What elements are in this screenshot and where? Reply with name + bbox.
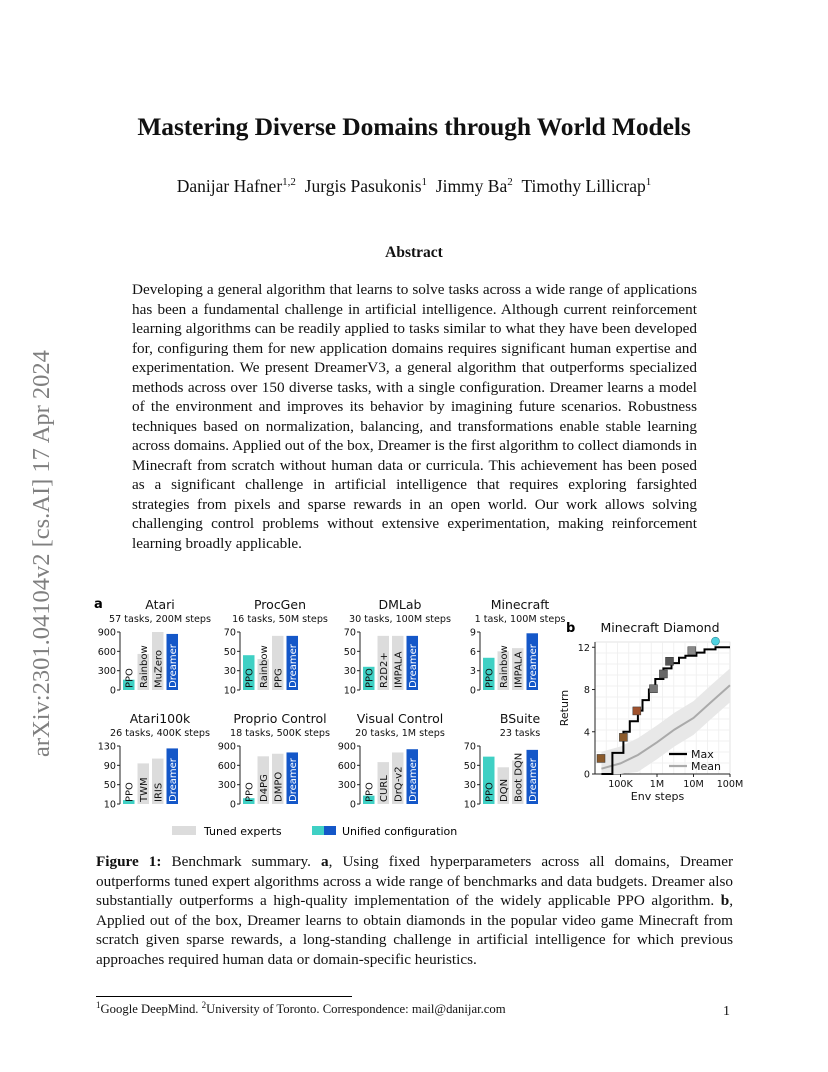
footnote-mark: 1 bbox=[96, 1000, 101, 1010]
caption-panel-a: a bbox=[321, 853, 329, 870]
y-tick-label: 70 bbox=[223, 627, 236, 639]
chart-subtitle: 26 tasks, 400K steps bbox=[110, 728, 210, 739]
y-tick-label: 10 bbox=[223, 685, 236, 697]
bar-label: DMPO bbox=[273, 771, 285, 802]
y-tick-label: 70 bbox=[343, 627, 356, 639]
caption-text: Benchmark summary. bbox=[161, 853, 321, 870]
y-tick-label: 0 bbox=[583, 769, 590, 781]
y-tick-label: 6 bbox=[469, 646, 476, 658]
legend-swatch-experts bbox=[172, 826, 196, 835]
y-tick-label: 50 bbox=[223, 646, 236, 658]
legend-label-experts: Tuned experts bbox=[204, 825, 282, 838]
bar-label: IMPALA bbox=[393, 651, 405, 688]
bar-label: IRIS bbox=[153, 782, 165, 802]
author-name: Timothy Lillicrap bbox=[521, 176, 646, 196]
chart-subtitle: 30 tasks, 100M steps bbox=[349, 614, 451, 625]
bar-label: Dreamer bbox=[287, 644, 299, 688]
bar-chart-6 bbox=[338, 711, 445, 811]
author-name: Jurgis Pasukonis bbox=[304, 176, 422, 196]
chart-subtitle: 16 tasks, 50M steps bbox=[232, 614, 328, 625]
bar-panels bbox=[98, 597, 566, 811]
y-tick-label: 12 bbox=[577, 642, 590, 654]
y-tick-label: 30 bbox=[463, 780, 476, 792]
chart-title: Atari bbox=[145, 597, 175, 612]
y-tick-label: 50 bbox=[463, 760, 476, 772]
abstract-heading: Abstract bbox=[385, 244, 443, 261]
bar-chart-5 bbox=[218, 711, 330, 811]
y-tick-label: 130 bbox=[97, 741, 116, 753]
x-axis-label: Env steps bbox=[630, 790, 685, 803]
bar-chart-4 bbox=[98, 711, 210, 811]
y-tick-label: 0 bbox=[109, 685, 116, 697]
minecraft-item-icon bbox=[649, 685, 657, 693]
x-tick-label: 100K bbox=[608, 779, 633, 790]
author-affiliation: 1,2 bbox=[282, 176, 296, 189]
y-tick-label: 8 bbox=[583, 685, 590, 697]
y-tick-label: 300 bbox=[97, 666, 116, 678]
y-tick-label: 3 bbox=[469, 666, 476, 678]
bar-label: Dreamer bbox=[167, 644, 179, 688]
y-tick-label: 9 bbox=[469, 627, 476, 639]
bar-chart-0 bbox=[98, 597, 211, 697]
y-tick-label: 300 bbox=[337, 780, 356, 792]
bar-label: PPO bbox=[484, 782, 496, 802]
bar-label: PPO bbox=[364, 782, 376, 802]
y-tick-label: 50 bbox=[343, 646, 356, 658]
y-tick-label: 90 bbox=[103, 760, 116, 772]
chart-subtitle: 23 tasks bbox=[499, 728, 541, 739]
bar-label: Dreamer bbox=[527, 644, 539, 688]
y-tick-label: 10 bbox=[463, 799, 476, 811]
bar-label: D4PG bbox=[258, 774, 270, 802]
y-tick-label: 10 bbox=[343, 685, 356, 697]
legend-label-max: Max bbox=[691, 748, 714, 761]
y-tick-label: 0 bbox=[229, 799, 236, 811]
bar-label: PPO bbox=[124, 668, 136, 688]
author-name: Danijar Hafner bbox=[176, 176, 283, 196]
x-tick-label: 100M bbox=[716, 779, 744, 790]
minecraft-item-icon bbox=[633, 707, 641, 715]
y-tick-label: 30 bbox=[343, 666, 356, 678]
y-tick-label: 0 bbox=[349, 799, 356, 811]
bar-label: IMPALA bbox=[513, 651, 525, 688]
arxiv-stamp-text: arXiv:2301.04104v2 [cs.AI] 17 Apr 2024 bbox=[28, 350, 55, 757]
footnote-text: University of Toronto. Correspondence: mail@danijar.com bbox=[206, 1002, 506, 1017]
footnote-text: Google DeepMind. bbox=[100, 1002, 202, 1017]
chart-title: Minecraft bbox=[490, 597, 550, 612]
y-tick-label: 50 bbox=[103, 780, 116, 792]
diamond-icon bbox=[711, 637, 719, 645]
y-tick-label: 0 bbox=[469, 685, 476, 697]
bar-label: PPO bbox=[124, 782, 136, 802]
author-affiliation: 2 bbox=[507, 176, 513, 189]
bar-label: Rainbow bbox=[138, 645, 150, 688]
bar-label: PPO bbox=[244, 782, 256, 802]
y-tick-label: 900 bbox=[337, 741, 356, 753]
abstract-text: Developing a general algorithm that learns to solve tasks across a wide range of applications has been a fundamental challenge in artificial intelligence. Although current reinforcement learning algorithms can be readily applied to tasks similar to what they have been developed for, configuring them for new application domains requires significant human expertise and experimentation. We present DreamerV3, a general algorithm that outperforms specialized methods across over 150 diverse tasks, with a single configuration. Dreamer learns a model of the environment and improves its behavior by imagining future scenarios. Robustness techniques based on normalization, balancing, and transformations enable stable learning across domains. Applied out of the box, Dreamer is the first algorithm to collect diamonds in Minecraft from scratch without human data or curricula. This achievement has been posed as a significant challenge in artificial intelligence that requires exploring farsighted strategies from pixels and sparse rewards in an open world. Our work allows solving challenging control problems without extensive experimentation, making reinforcement learning broadly applicable. bbox=[132, 281, 697, 552]
bar-label: PPG bbox=[273, 668, 285, 688]
page-number: 1 bbox=[723, 1004, 730, 1019]
bar-label: PPO bbox=[484, 668, 496, 688]
bar-label: CURL bbox=[378, 775, 390, 802]
y-tick-label: 4 bbox=[583, 727, 590, 739]
bar-label: Rainbow bbox=[258, 645, 270, 688]
y-tick-label: 900 bbox=[97, 627, 116, 639]
minecraft-item-icon bbox=[619, 733, 627, 741]
y-tick-label: 10 bbox=[103, 799, 116, 811]
legend-label-unified: Unified configuration bbox=[342, 825, 458, 838]
arxiv-stamp bbox=[16, 292, 60, 762]
legend-label-mean: Mean bbox=[691, 760, 721, 773]
bar-label: R2D2+ bbox=[378, 652, 390, 688]
bar-label: DrQ-v2 bbox=[393, 766, 405, 802]
bar-label: Boot DQN bbox=[513, 752, 525, 802]
bar-label: DQN bbox=[498, 778, 510, 802]
bar-label: TWM bbox=[138, 777, 150, 802]
chart-subtitle: 18 tasks, 500K steps bbox=[230, 728, 330, 739]
minecraft-item-icon bbox=[659, 670, 667, 678]
author-affiliation: 1 bbox=[645, 176, 652, 189]
author-list bbox=[0, 176, 828, 197]
bar-label: PPO bbox=[364, 668, 376, 688]
bar-chart-1 bbox=[224, 597, 328, 697]
bar-label: MuZero bbox=[153, 650, 165, 688]
chart-subtitle: 57 tasks, 200M steps bbox=[109, 614, 211, 625]
author-affiliation: 1 bbox=[421, 176, 428, 189]
y-tick-label: 300 bbox=[217, 780, 236, 792]
caption-text: , Applied out of the box, Dreamer learns to obtain diamonds in the popular video game Minecraft from scratch given sparse rewards, a long-standing challenge in artificial intelligence for which previous approaches required human data or domain-specific heuristics. bbox=[96, 892, 733, 968]
bar-label: Dreamer bbox=[287, 758, 299, 802]
paper-title: Mastering Diverse Domains through World Models bbox=[137, 112, 691, 141]
bar-label: Dreamer bbox=[527, 758, 539, 802]
chart-title: DMLab bbox=[378, 597, 422, 612]
chart-title: Atari100k bbox=[129, 711, 191, 726]
minecraft-item-icon bbox=[688, 647, 696, 655]
bar-label: Dreamer bbox=[167, 758, 179, 802]
y-tick-label: 600 bbox=[217, 760, 236, 772]
minecraft-item-icon bbox=[666, 657, 674, 665]
bar-label: Dreamer bbox=[407, 758, 419, 802]
chart-title: Proprio Control bbox=[233, 711, 327, 726]
legend-swatch-dreamer bbox=[324, 826, 336, 835]
caption-label: Figure 1: bbox=[96, 853, 162, 870]
x-tick-label: 1M bbox=[649, 779, 665, 790]
bar-chart-2 bbox=[344, 597, 451, 697]
footnote bbox=[96, 1000, 506, 1017]
footnote-rule bbox=[96, 996, 352, 997]
footnote-mark: 2 bbox=[201, 1000, 207, 1010]
y-tick-label: 600 bbox=[97, 646, 116, 658]
caption-text: , Using fixed hyperparameters across all domains, Dreamer outperforms tuned expert algorithms across a wide range of benchmarks and data budgets. Dreamer also substantially outperforms a high-quality implementation of the widely applicable PPO algorithm. bbox=[96, 853, 734, 909]
legend-swatch-ppo bbox=[312, 826, 324, 835]
y-tick-label: 600 bbox=[337, 760, 356, 772]
caption-panel-b: b bbox=[720, 892, 730, 909]
chart-title: Minecraft Diamond bbox=[600, 620, 720, 635]
y-tick-label: 900 bbox=[217, 741, 236, 753]
author-name: Jimmy Ba bbox=[435, 176, 508, 196]
figure-legend bbox=[172, 825, 457, 838]
bar-chart-7 bbox=[464, 711, 541, 811]
figure-1 bbox=[90, 592, 750, 842]
chart-title: ProcGen bbox=[253, 597, 307, 612]
x-tick-label: 10M bbox=[683, 779, 704, 790]
chart-title: BSuite bbox=[499, 711, 541, 726]
minecraft-item-icon bbox=[597, 754, 605, 762]
y-tick-label: 30 bbox=[223, 666, 236, 678]
minecraft-diamond-chart bbox=[558, 620, 743, 803]
bar-chart-3 bbox=[470, 597, 566, 697]
y-axis-label: Return bbox=[558, 689, 571, 727]
figure-caption bbox=[96, 852, 733, 969]
panel-a-label: a bbox=[94, 597, 103, 612]
chart-title: Visual Control bbox=[356, 711, 444, 726]
bar-label: PPO bbox=[244, 668, 256, 688]
chart-subtitle: 1 task, 100M steps bbox=[474, 614, 566, 625]
y-tick-label: 70 bbox=[463, 741, 476, 753]
chart-subtitle: 20 tasks, 1M steps bbox=[355, 728, 445, 739]
panel-b-label: b bbox=[566, 621, 576, 636]
bar-label: Rainbow bbox=[498, 645, 510, 688]
bar-label: Dreamer bbox=[407, 644, 419, 688]
